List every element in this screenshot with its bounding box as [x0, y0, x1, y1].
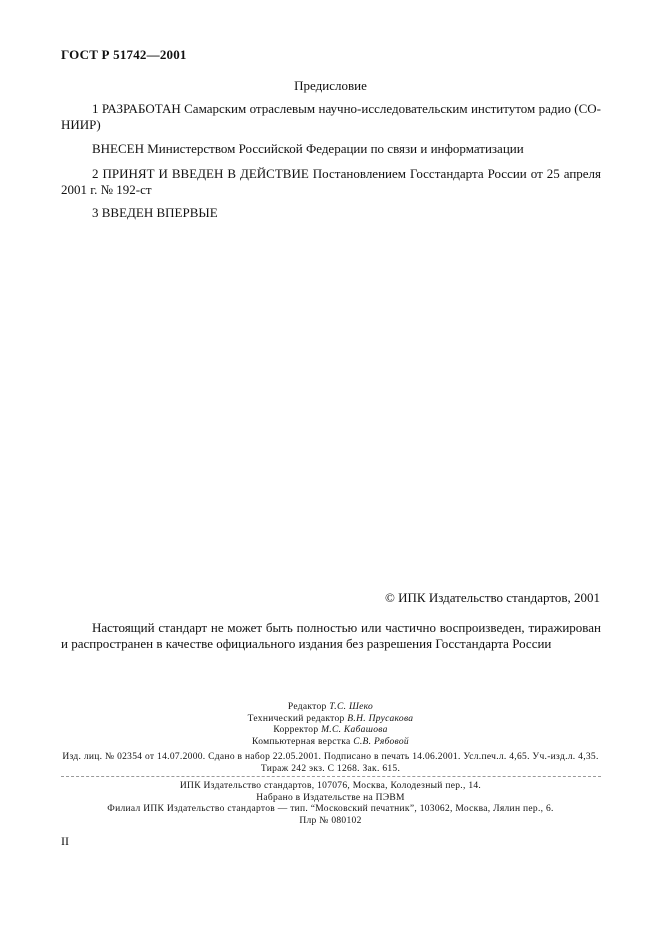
copyright: © ИПК Издательство стандартов, 2001	[385, 590, 600, 605]
paragraph-first-introduced	[61, 205, 601, 221]
paragraph-text: Постановлением Госстандарта России от 25 апреля 2001 г. № 192-ст	[61, 166, 602, 197]
paragraph-lead: ВНЕСЕН	[92, 141, 144, 156]
paragraph-text: Самарским отраслевым научно-исследовательским институтом радио (СО-НИИР)	[61, 101, 601, 132]
paragraph-lead: ВВЕДЕН ВПЕРВЫЕ	[101, 205, 218, 220]
publisher-line-1: ИПК Издательство стандартов, 107076, Москва, Колодезный пер., 14.	[179, 781, 482, 791]
publication-details	[0, 752, 661, 775]
reproduction-notice	[61, 620, 601, 652]
notice-text: Настоящий стандарт не может быть полностью или частично воспроизведен, тиражирован и распространен в качестве официального издания без разрешения Госстандарта России	[61, 620, 601, 651]
paragraph-lead: РАЗРАБОТАН	[101, 101, 181, 116]
credits-block	[0, 702, 661, 748]
publisher-line-4: Плр № 080102	[299, 815, 362, 826]
credit-proofreader: Корректор М.С. Кабашова	[273, 725, 388, 735]
publisher-details	[0, 781, 661, 827]
page-number: II	[61, 834, 69, 848]
standard-id: ГОСТ Р 51742—2001	[61, 47, 187, 62]
publisher-line-2: Набрано в Издательстве на ПЭВМ	[256, 792, 405, 803]
paragraph-lead: ПРИНЯТ И ВВЕДЕН В ДЕЙСТВИЕ	[102, 166, 309, 181]
publication-line-1: Изд. лиц. № 02354 от 14.07.2000. Сдано в набор 22.05.2001. Подписано в печать 14.06.2001. Усл.печ.л. 4,65. Уч.-изд.л. 4,35.	[62, 752, 599, 762]
credit-tech-editor: Технический редактор В.Н. Прусакова	[247, 713, 414, 724]
publisher-line-3: Филиал ИПК Издательство стандартов — тип. “Московский печатник”, 103062, Москва, Лялин пер., 6.	[107, 804, 554, 814]
paragraph-adopted	[61, 166, 601, 198]
paragraph-introduced	[61, 141, 601, 157]
paragraph-number: 3	[92, 205, 99, 220]
divider	[61, 776, 601, 777]
paragraph-number: 1	[92, 101, 99, 116]
paragraph-number: 2	[92, 166, 99, 181]
credit-layout: Компьютерная верстка С.В. Рябовой	[252, 736, 409, 747]
page-title: Предисловие	[294, 78, 367, 93]
credit-editor: Редактор Т.С. Шеко	[287, 702, 374, 712]
paragraph-developed	[61, 101, 601, 133]
paragraph-text: Министерством Российской Федерации по связи и информатизации	[147, 141, 524, 156]
publication-line-2: Тираж 242 экз. С 1268. Зак. 615.	[260, 763, 401, 774]
